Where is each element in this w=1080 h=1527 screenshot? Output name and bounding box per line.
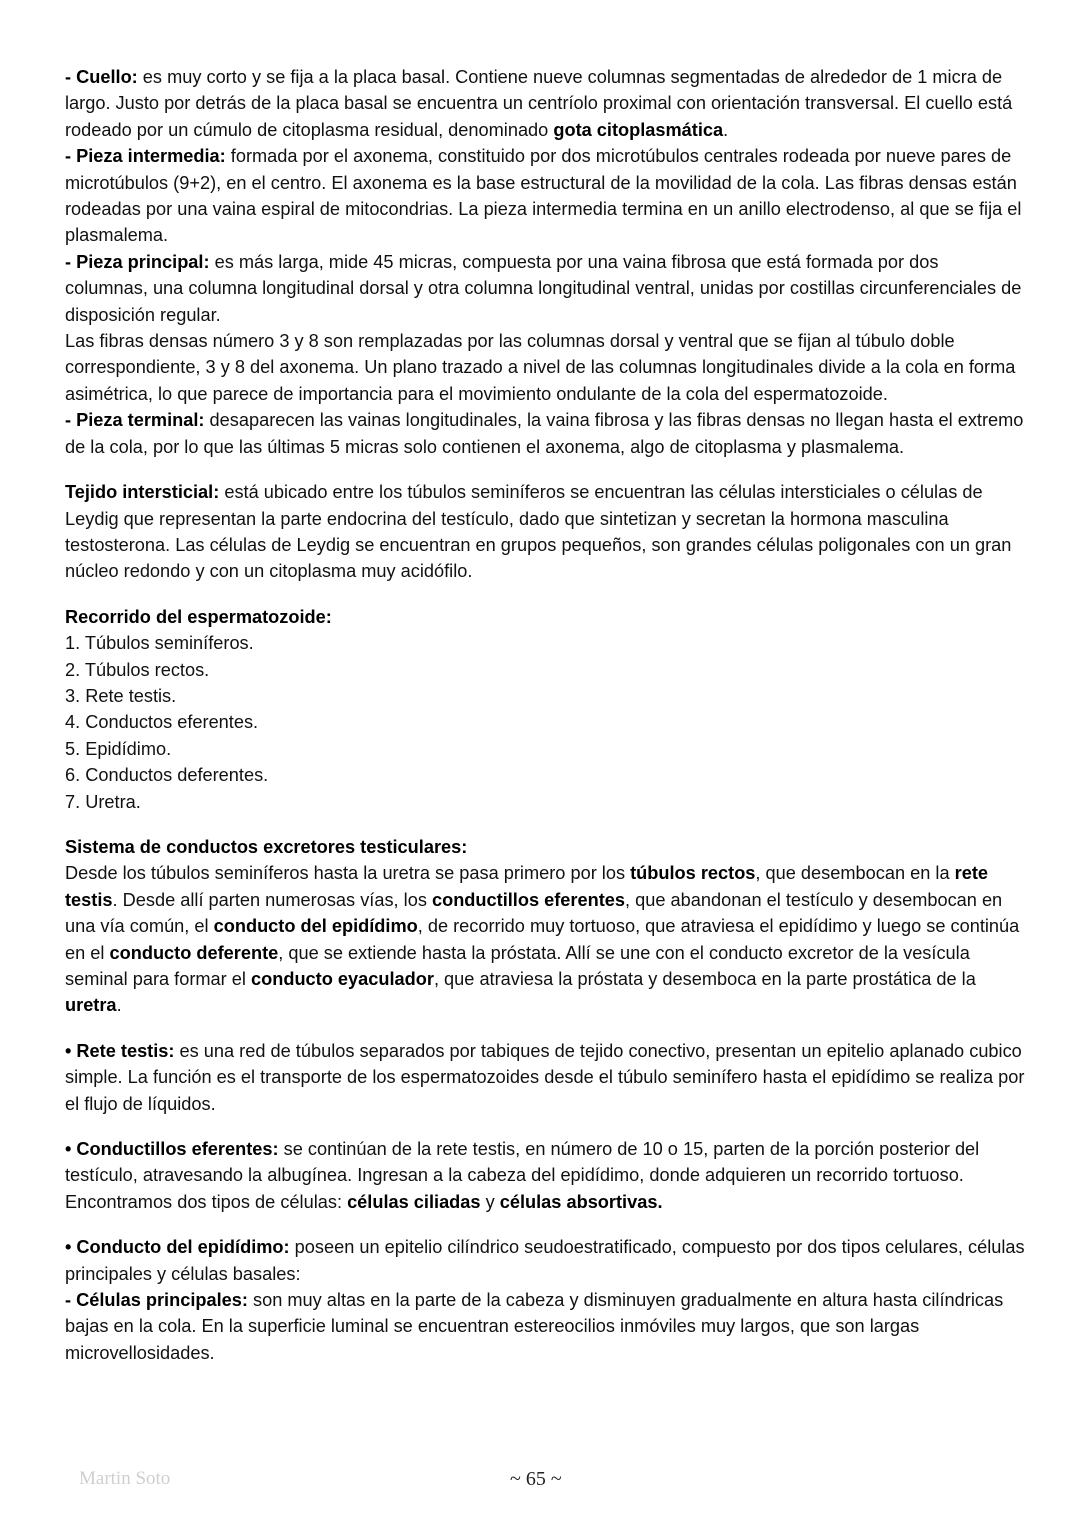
term-gota-citoplasmatica: gota citoplasmática xyxy=(553,119,724,140)
term-cuello: - Cuello: xyxy=(65,67,138,87)
paragraph-sistema: Desde los túbulos seminíferos hasta la uretra se pasa primero por los túbulos rectos, que desembocan en la rete testis. Desde allí parten numerosas vías, los conductillos eferentes, que abandonan el testículo y desembocan en una vía común, el conducto del epidídimo, de recorrido muy tortuoso, que atraviesa el epidídimo y luego se continúa en el conducto deferente, que se extiende hasta la próstata. Allí se une con el conducto excretor de la vesícula seminal para formar el conducto eyaculador, que atraviesa la próstata y desemboca en la parte prostática de la uretra. xyxy=(65,863,1020,1016)
term-pieza-terminal: - Pieza terminal: xyxy=(65,410,205,431)
paragraph-pieza-intermedia: - Pieza intermedia: formada por el axonema, constituido por dos microtúbulos centrales rodeada por nueve pares de microtúbulos (9+2), en el centro. El axonema es la base estructural de la movilidad de la cola. Las fibras densas están rodeadas por una vaina espiral de mitocondrias. La pieza intermedia termina en un anillo electrodenso, al que se fija el plasmalema. xyxy=(65,146,1022,246)
recorrido-section xyxy=(65,604,1025,815)
paragraph-fibras-densas: Las fibras densas número 3 y 8 son remplazadas por las columnas dorsal y ventral que se fijan al túbulo doble correspondiente, 3 y 8 del axonema. Un plano trazado a nivel de las columnas longitudinales divide a la cola en forma asimétrica, lo que parece de importancia para el movimiento ondulante de la cola del espermatozoide. xyxy=(65,331,1016,404)
list-item: 6. Conductos deferentes. xyxy=(65,765,269,786)
paragraph-pieza-principal: - Pieza principal: es más larga, mide 45 micras, compuesta por una vaina fibrosa que está formada por dos columnas, una columna longitudinal dorsal y otra columna longitudinal ventral, unidas por costillas circunferenciales de disposición regular. xyxy=(65,251,1022,325)
spacer xyxy=(65,585,1025,604)
paragraph-celulas-principales: - Células principales: son muy altas en la parte de la cabeza y disminuyen gradualmente en altura hasta cilíndricas bajas en la cola. En la superficie luminal se encuentran estereocilios inmóviles muy largos, que son largas microvellosidades. xyxy=(65,1290,1004,1363)
footer-author: Martin Soto xyxy=(79,1468,171,1489)
recorrido-heading: Recorrido del espermatozoide: xyxy=(65,606,332,627)
spacer xyxy=(65,460,1025,479)
paragraph-cuello: - Cuello: es muy corto y se fija a la placa basal. Contiene nueve columnas segmentadas de alrededor de 1 micra de largo. Justo por detrás de la placa basal se encuentra un centríolo proximal con orientación transversal. El cuello está rodeado por un cúmulo de citoplasma residual, denominado gota citoplasmática. xyxy=(65,67,1013,140)
paragraph-tejido-intersticial: Tejido intersticial: está ubicado entre los túbulos seminíferos se encuentran las células intersticiales o células de Leydig que representan la parte endocrina del testículo, dado que sintetizan y secretan la hormona masculina testosterona. Las células de Leydig se encuentran en grupos pequeños, son grandes células poligonales con un gran núcleo redondo y con un citoplasma muy acidófilo. xyxy=(65,482,1012,582)
paragraph-conductillos-eferentes: • Conductillos eferentes: se continúan de la rete testis, en número de 10 o 15, parten de la porción posterior del testículo, atravesando la albugínea. Ingresan a la cabeza del epidídimo, donde adquieren un recorrido tortuoso. Encontramos dos tipos de células: células ciliadas y células absortivas. xyxy=(65,1139,980,1212)
spacer xyxy=(65,1117,1025,1136)
list-item: 4. Conductos eferentes. xyxy=(65,712,259,733)
term-rete-testis: • Rete testis: xyxy=(65,1040,175,1061)
list-item: 5. Epidídimo. xyxy=(65,738,172,759)
spacer xyxy=(65,815,1025,834)
list-item: 2. Túbulos rectos. xyxy=(65,659,210,680)
list-item: 3. Rete testis. xyxy=(65,685,177,706)
paragraph-conducto-epididimo: • Conducto del epidídimo: poseen un epitelio cilíndrico seudoestratificado, compuesto por dos tipos celulares, células principales y células basales: xyxy=(65,1237,1025,1284)
list-item: 7. Uretra. xyxy=(65,791,141,812)
document-page xyxy=(65,64,1025,1366)
spacer xyxy=(65,1215,1025,1234)
spacer xyxy=(65,1019,1025,1038)
sistema-section xyxy=(65,834,1025,1019)
page-number: ~ 65 ~ xyxy=(510,1468,562,1490)
list-item: 1. Túbulos seminíferos. xyxy=(65,633,254,654)
paragraph-pieza-terminal: - Pieza terminal: desaparecen las vainas longitudinales, la vaina fibrosa y las fibras densas no llegan hasta el extremo de la cola, por lo que las últimas 5 micras solo contienen el axonema, algo de citoplasma y plasmalema. xyxy=(65,410,1024,457)
term-tejido-intersticial: Tejido intersticial: xyxy=(65,482,220,503)
sistema-heading: Sistema de conductos excretores testiculares: xyxy=(65,836,468,857)
paragraph-rete-testis: • Rete testis: es una red de túbulos separados por tabiques de tejido conectivo, presentan un epitelio aplanado cubico simple. La función es el transporte de los espermatozoides desde el túbulo seminífero hasta el epidídimo se realiza por el flujo de líquidos. xyxy=(65,1040,1025,1114)
term-pieza-principal: - Pieza principal: xyxy=(65,251,210,272)
term-pieza-intermedia: - Pieza intermedia: xyxy=(65,146,226,167)
term-celulas-principales: - Células principales: xyxy=(65,1290,248,1311)
term-conductillos-eferentes: • Conductillos eferentes: xyxy=(65,1139,279,1160)
term-conducto-epididimo: • Conducto del epidídimo: xyxy=(65,1237,290,1258)
